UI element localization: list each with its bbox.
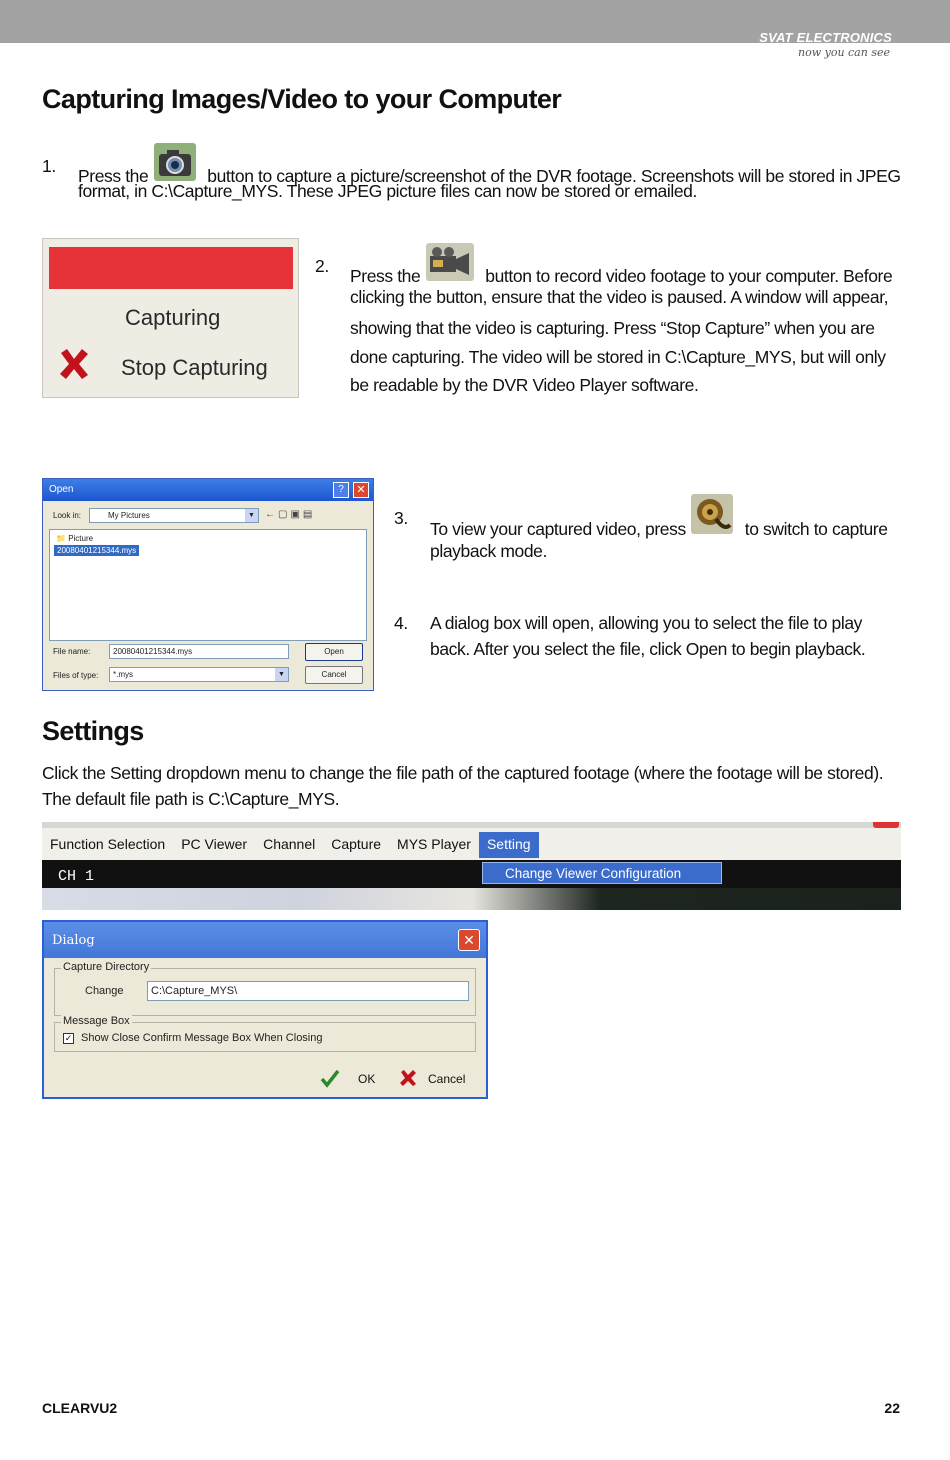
step2-line2: clicking the button, ensure that the video is paused. A window will appear,: [350, 287, 889, 307]
channel-label: CH 1: [58, 868, 95, 885]
cancel-button[interactable]: Cancel: [305, 666, 363, 684]
playback-icon: [690, 506, 740, 555]
open-button[interactable]: Open: [305, 643, 363, 661]
window-top-edge: [42, 822, 901, 828]
step2-line5: be readable by the DVR Video Player software.: [350, 375, 699, 395]
checkbox-label: Show Close Confirm Message Box When Closing: [81, 1032, 323, 1044]
settings-line2: The default file path is C:\Capture_MYS.: [42, 789, 340, 809]
step1-after: button to capture a picture/screenshot of the DVR footage. Screenshots will be stored in JPEG: [207, 166, 901, 187]
file-type-select[interactable]: *.mys ▼: [109, 667, 289, 682]
step3-number: 3.: [394, 508, 408, 528]
help-button[interactable]: ?: [333, 482, 349, 498]
menu-capture[interactable]: Capture: [331, 836, 382, 852]
capture-progress-bar: [49, 247, 293, 289]
step3-line2: playback mode.: [430, 541, 547, 561]
group-title: Capture Directory: [63, 961, 150, 973]
stop-x-icon: [57, 347, 91, 381]
capturing-label: Capturing: [125, 305, 221, 330]
step4-number: 4.: [394, 613, 408, 633]
change-button[interactable]: Change: [85, 985, 124, 997]
footer-model: CLEARVU2: [42, 1400, 118, 1416]
open-file-dialog: [42, 478, 374, 691]
step2-line3: showing that the video is capturing. Press “Stop Capture” when you are: [350, 318, 875, 338]
section-title-capturing: Capturing Images/Video to your Computer: [42, 84, 562, 114]
step2-before: Press the: [350, 266, 421, 287]
ok-button[interactable]: OK: [358, 1072, 376, 1086]
step2-line4: done capturing. The video will be stored in C:\Capture_MYS, but will only: [350, 347, 886, 367]
chevron-down-icon[interactable]: ▼: [245, 509, 258, 522]
cancel-button[interactable]: Cancel: [428, 1072, 466, 1086]
confirm-close-checkbox[interactable]: ✓: [64, 1033, 73, 1043]
brand-tagline: now you can see: [797, 46, 890, 59]
dialog-titlebar: [44, 922, 486, 958]
step2-after: button to record video footage to your computer. Before: [485, 266, 893, 287]
file-name-input[interactable]: 20080401215344.mys: [109, 644, 289, 659]
close-button[interactable]: ✕: [458, 929, 480, 951]
menu-function-selection[interactable]: Function Selection: [50, 836, 166, 852]
section-title-settings: Settings: [42, 716, 144, 746]
settings-dialog: [42, 920, 488, 1099]
step2-number: 2.: [315, 256, 329, 276]
file-type-label: Files of type:: [53, 671, 99, 680]
stop-capturing-button[interactable]: Stop Capturing: [121, 355, 268, 380]
page-number: 22: [884, 1400, 900, 1416]
settings-line1: Click the Setting dropdown menu to change the file path of the captured footage (where the footage will be stored).: [42, 763, 884, 783]
checkmark-icon[interactable]: [320, 1068, 340, 1088]
step1-number: 1.: [42, 156, 56, 176]
step4-line1: A dialog box will open, allowing you to select the file to play: [430, 613, 863, 633]
menu-channel[interactable]: Channel: [263, 836, 316, 852]
chevron-down-icon[interactable]: ▼: [275, 668, 288, 681]
menu-mys-player[interactable]: MYS Player: [397, 836, 471, 852]
menu-change-viewer-configuration[interactable]: Change Viewer Configuration: [482, 862, 722, 884]
menubar: [42, 832, 539, 858]
folder-item[interactable]: 📁 Picture: [56, 534, 94, 543]
look-in-label: Look in:: [53, 511, 82, 520]
dialog-titlebar: [43, 479, 373, 501]
directory-input[interactable]: C:\Capture_MYS\: [147, 981, 469, 1001]
toolbar-icons[interactable]: ←▢▣▤: [265, 509, 316, 520]
video-feed: [42, 888, 901, 910]
cancel-x-icon[interactable]: [398, 1068, 418, 1088]
step4-line2: back. After you select the file, click Open to begin playback.: [430, 639, 866, 659]
look-in-select[interactable]: My Pictures ▼: [89, 508, 259, 523]
step1-before: Press the: [78, 166, 149, 187]
viewer-menubar-screenshot: [42, 822, 901, 910]
step3-after: to switch to capture: [744, 519, 888, 540]
capturing-window: [42, 238, 299, 398]
file-list[interactable]: [49, 529, 367, 641]
dialog-title: Open: [49, 484, 74, 495]
brand-name: SVAT ELECTRONICS: [759, 30, 892, 45]
dialog-title: Dialog: [52, 933, 95, 948]
file-name-label: File name:: [53, 647, 91, 656]
file-item-selected[interactable]: 20080401215344.mys: [54, 545, 139, 556]
step3-before: To view your captured video, press: [430, 519, 686, 540]
message-box-group: [54, 1015, 476, 1052]
capture-directory-group: [54, 961, 476, 1016]
step1-line2: format, in C:\Capture_MYS. These JPEG picture files can now be stored or emailed.: [78, 181, 697, 201]
group-title: Message Box: [63, 1015, 130, 1027]
close-button-edge[interactable]: [873, 822, 899, 828]
close-button[interactable]: ✕: [353, 482, 369, 498]
menu-pc-viewer[interactable]: PC Viewer: [181, 836, 248, 852]
menu-setting[interactable]: Setting: [479, 832, 539, 858]
